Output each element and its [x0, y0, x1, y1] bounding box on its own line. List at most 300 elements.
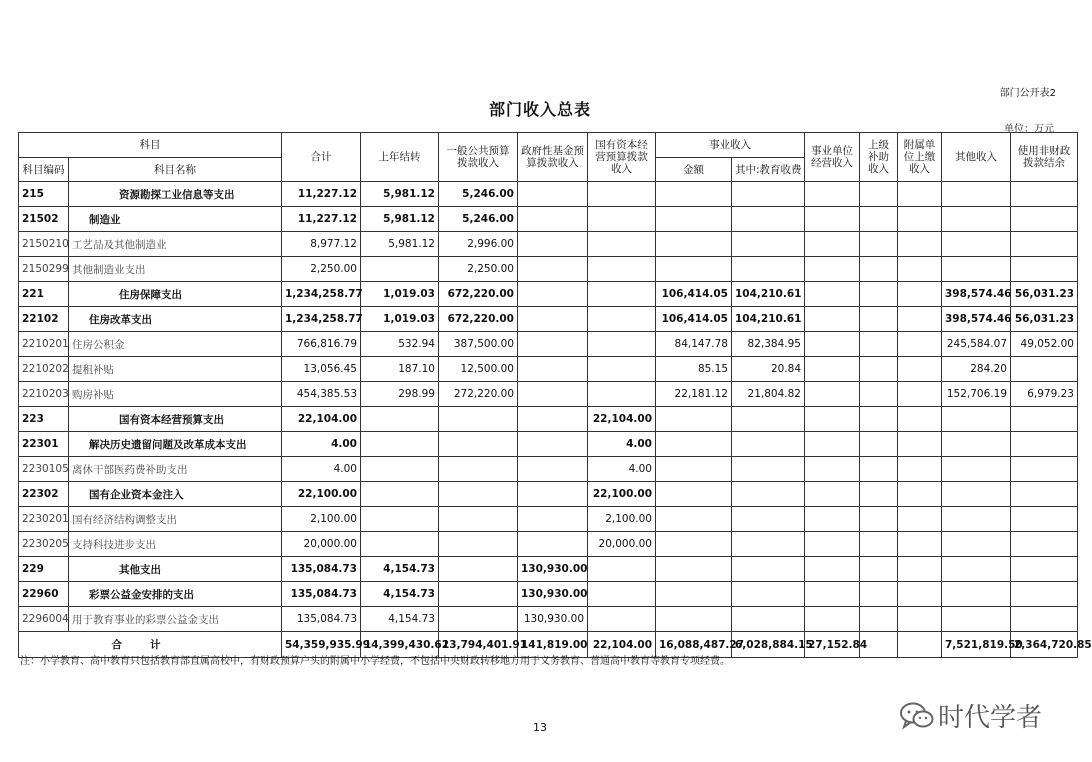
table-body — [19, 182, 1078, 632]
value-cell — [942, 432, 1011, 457]
value-cell — [518, 382, 588, 407]
value-cell — [732, 182, 805, 207]
value-cell — [518, 407, 588, 432]
value-cell — [588, 232, 656, 257]
value-cell — [805, 532, 860, 557]
subject-code-cell: 2210203 — [19, 382, 69, 407]
value-cell — [439, 607, 518, 632]
value-cell: 398,574.46 — [942, 282, 1011, 307]
value-cell — [518, 282, 588, 307]
value-cell — [805, 607, 860, 632]
value-cell — [860, 607, 898, 632]
page-title: 部门收入总表 — [488, 100, 591, 119]
value-cell — [805, 357, 860, 382]
subject-name-cell: 住房公积金 — [69, 332, 282, 357]
subject-code-cell: 22102 — [19, 307, 69, 332]
table-row — [19, 332, 1078, 357]
value-cell — [898, 507, 942, 532]
value-cell — [942, 457, 1011, 482]
value-cell — [860, 182, 898, 207]
value-cell — [860, 282, 898, 307]
value-cell — [805, 282, 860, 307]
value-cell: 5,981.12 — [361, 207, 439, 232]
value-cell — [518, 307, 588, 332]
value-cell — [898, 457, 942, 482]
subject-code-cell: 2210202 — [19, 357, 69, 382]
value-cell — [898, 532, 942, 557]
value-cell — [518, 432, 588, 457]
value-cell: 187.10 — [361, 357, 439, 382]
value-cell — [1011, 182, 1078, 207]
value-cell: 13,056.45 — [282, 357, 361, 382]
value-cell — [1011, 582, 1078, 607]
value-cell — [898, 482, 942, 507]
table-row — [19, 307, 1078, 332]
value-cell: 21,804.82 — [732, 382, 805, 407]
value-cell: 4,154.73 — [361, 557, 439, 582]
header-business-income: 事业收入 — [656, 133, 805, 158]
subject-name-cell: 其他制造业支出 — [69, 257, 282, 282]
value-cell: 56,031.23 — [1011, 307, 1078, 332]
value-cell — [942, 232, 1011, 257]
subject-name-cell: 工艺品及其他制造业 — [69, 232, 282, 257]
value-cell — [860, 207, 898, 232]
value-cell — [732, 257, 805, 282]
header-non-fiscal-balance: 使用非财政拨款结余 — [1011, 133, 1078, 182]
unit-label: 单位：万元 — [1004, 124, 1054, 135]
value-cell — [439, 482, 518, 507]
subject-code-cell: 223 — [19, 407, 69, 432]
value-cell: 22,100.00 — [282, 482, 361, 507]
value-cell: 106,414.05 — [656, 307, 732, 332]
total-label: 合计 — [19, 632, 282, 658]
value-cell — [860, 357, 898, 382]
header-other-income: 其他收入 — [942, 133, 1011, 182]
total-cell: 141,819.00 — [518, 632, 588, 658]
value-cell — [1011, 232, 1078, 257]
value-cell: 5,246.00 — [439, 182, 518, 207]
header-subject: 科目 — [19, 133, 282, 158]
value-cell — [898, 582, 942, 607]
subject-name-cell: 其他支出 — [69, 557, 282, 582]
value-cell: 106,414.05 — [656, 282, 732, 307]
value-cell — [942, 482, 1011, 507]
value-cell — [656, 557, 732, 582]
value-cell — [439, 407, 518, 432]
value-cell: 8,977.12 — [282, 232, 361, 257]
total-cell: 6,028,884.15 — [732, 632, 805, 658]
value-cell — [805, 407, 860, 432]
table-row — [19, 182, 1078, 207]
value-cell — [732, 407, 805, 432]
header-general-budget: 一般公共预算拨款收入 — [439, 133, 518, 182]
subject-name-cell: 提租补贴 — [69, 357, 282, 382]
value-cell — [898, 357, 942, 382]
value-cell — [860, 382, 898, 407]
value-cell — [361, 257, 439, 282]
value-cell — [1011, 432, 1078, 457]
header-soe-budget: 国有资本经营预算拨款收入 — [588, 133, 656, 182]
value-cell — [656, 582, 732, 607]
subject-name-cell: 国有经济结构调整支出 — [69, 507, 282, 532]
value-cell: 4.00 — [588, 432, 656, 457]
value-cell — [898, 432, 942, 457]
value-cell — [860, 482, 898, 507]
value-cell — [361, 457, 439, 482]
subject-name-cell: 住房改革支出 — [69, 307, 282, 332]
value-cell — [588, 582, 656, 607]
value-cell — [732, 432, 805, 457]
total-cell: 54,359,935.99 — [282, 632, 361, 658]
value-cell: 4.00 — [588, 457, 656, 482]
total-cell: 16,088,487.27 — [656, 632, 732, 658]
value-cell — [588, 207, 656, 232]
value-cell — [1011, 207, 1078, 232]
value-cell — [942, 532, 1011, 557]
value-cell: 82,384.95 — [732, 332, 805, 357]
subject-code-cell: 2150299 — [19, 257, 69, 282]
value-cell — [1011, 407, 1078, 432]
header-business-op: 事业单位经营收入 — [805, 133, 860, 182]
value-cell — [898, 607, 942, 632]
value-cell — [1011, 507, 1078, 532]
value-cell — [805, 507, 860, 532]
value-cell — [860, 432, 898, 457]
value-cell — [898, 557, 942, 582]
value-cell: 2,250.00 — [282, 257, 361, 282]
subject-code-cell: 2230205 — [19, 532, 69, 557]
value-cell — [942, 607, 1011, 632]
value-cell: 130,930.00 — [518, 557, 588, 582]
value-cell — [1011, 457, 1078, 482]
subject-name-cell: 资源勘探工业信息等支出 — [69, 182, 282, 207]
header-amount: 金额 — [656, 158, 732, 182]
value-cell: 130,930.00 — [518, 607, 588, 632]
subject-name-cell: 支持科技进步支出 — [69, 532, 282, 557]
table-row — [19, 407, 1078, 432]
income-summary-table — [18, 132, 1092, 658]
value-cell — [732, 557, 805, 582]
value-cell: 766,816.79 — [282, 332, 361, 357]
value-cell — [898, 182, 942, 207]
watermark — [900, 697, 1042, 734]
value-cell — [942, 507, 1011, 532]
value-cell — [942, 182, 1011, 207]
value-cell: 2,996.00 — [439, 232, 518, 257]
value-cell: 135,084.73 — [282, 557, 361, 582]
value-cell — [732, 207, 805, 232]
watermark-text: 时代学者 — [938, 703, 1043, 733]
subject-code-cell: 229 — [19, 557, 69, 582]
table-row — [19, 532, 1078, 557]
value-cell — [518, 457, 588, 482]
subject-name-cell: 解决历史遗留问题及改革成本支出 — [69, 432, 282, 457]
value-cell — [518, 257, 588, 282]
value-cell: 135,084.73 — [282, 582, 361, 607]
value-cell — [361, 507, 439, 532]
total-cell — [898, 632, 942, 658]
value-cell — [518, 357, 588, 382]
value-cell — [805, 232, 860, 257]
value-cell — [898, 307, 942, 332]
value-cell: 398,574.46 — [942, 307, 1011, 332]
subject-name-cell: 国有企业资本金注入 — [69, 482, 282, 507]
header-subject-name: 科目名称 — [69, 158, 282, 182]
value-cell: 245,584.07 — [942, 332, 1011, 357]
value-cell — [805, 482, 860, 507]
value-cell — [518, 332, 588, 357]
value-cell — [860, 457, 898, 482]
value-cell — [860, 532, 898, 557]
value-cell: 672,220.00 — [439, 282, 518, 307]
header-total: 合计 — [282, 133, 361, 182]
value-cell: 20,000.00 — [282, 532, 361, 557]
value-cell — [898, 332, 942, 357]
value-cell: 152,706.19 — [942, 382, 1011, 407]
header-subject-code: 科目编码 — [19, 158, 69, 182]
value-cell — [1011, 532, 1078, 557]
value-cell: 6,979.23 — [1011, 382, 1078, 407]
subject-name-cell: 离休干部医药费补助支出 — [69, 457, 282, 482]
subject-code-cell: 221 — [19, 282, 69, 307]
value-cell — [518, 232, 588, 257]
value-cell — [805, 382, 860, 407]
subject-name-cell: 购房补贴 — [69, 382, 282, 407]
value-cell — [860, 507, 898, 532]
total-cell: 22,104.00 — [588, 632, 656, 658]
table-row — [19, 607, 1078, 632]
table-row — [19, 282, 1078, 307]
value-cell — [1011, 357, 1078, 382]
header-subordinate-pay: 附属单位上缴收入 — [898, 133, 942, 182]
value-cell — [805, 332, 860, 357]
value-cell — [361, 532, 439, 557]
value-cell — [656, 507, 732, 532]
value-cell — [656, 182, 732, 207]
value-cell: 135,084.73 — [282, 607, 361, 632]
value-cell — [898, 282, 942, 307]
value-cell — [805, 457, 860, 482]
table-row — [19, 232, 1078, 257]
value-cell — [942, 582, 1011, 607]
value-cell: 84,147.78 — [656, 332, 732, 357]
value-cell — [805, 207, 860, 232]
value-cell — [656, 407, 732, 432]
value-cell — [732, 482, 805, 507]
table-row — [19, 382, 1078, 407]
value-cell — [518, 207, 588, 232]
subject-code-cell: 22301 — [19, 432, 69, 457]
value-cell — [656, 607, 732, 632]
value-cell — [898, 257, 942, 282]
value-cell — [805, 182, 860, 207]
value-cell — [656, 232, 732, 257]
value-cell: 454,385.53 — [282, 382, 361, 407]
value-cell: 22,100.00 — [588, 482, 656, 507]
value-cell — [732, 582, 805, 607]
wechat-icon — [900, 702, 934, 730]
value-cell: 2,100.00 — [282, 507, 361, 532]
value-cell — [732, 232, 805, 257]
value-cell: 5,981.12 — [361, 232, 439, 257]
value-cell — [518, 482, 588, 507]
total-cell: 14,399,430.62 — [361, 632, 439, 658]
value-cell: 2,100.00 — [588, 507, 656, 532]
value-cell: 4,154.73 — [361, 607, 439, 632]
subject-name-cell: 制造业 — [69, 207, 282, 232]
value-cell — [898, 207, 942, 232]
subject-code-cell: 2230201 — [19, 507, 69, 532]
value-cell: 4.00 — [282, 457, 361, 482]
header-education-fee: 其中:教育收费 — [732, 158, 805, 182]
value-cell — [732, 457, 805, 482]
subject-code-cell: 2150210 — [19, 232, 69, 257]
value-cell: 284.20 — [942, 357, 1011, 382]
value-cell — [860, 257, 898, 282]
value-cell: 130,930.00 — [518, 582, 588, 607]
subject-name-cell: 用于教育事业的彩票公益金支出 — [69, 607, 282, 632]
value-cell: 1,234,258.77 — [282, 282, 361, 307]
value-cell: 22,181.12 — [656, 382, 732, 407]
value-cell — [588, 607, 656, 632]
value-cell — [518, 532, 588, 557]
subject-code-cell: 2230105 — [19, 457, 69, 482]
value-cell — [942, 407, 1011, 432]
value-cell: 104,210.61 — [732, 307, 805, 332]
value-cell — [860, 332, 898, 357]
value-cell — [860, 307, 898, 332]
subject-name-cell: 彩票公益金安排的支出 — [69, 582, 282, 607]
value-cell — [860, 232, 898, 257]
value-cell — [860, 557, 898, 582]
subject-code-cell: 22302 — [19, 482, 69, 507]
value-cell — [942, 557, 1011, 582]
header-gov-fund: 政府性基金预算拨款收入 — [518, 133, 588, 182]
value-cell: 1,234,258.77 — [282, 307, 361, 332]
table-row — [19, 357, 1078, 382]
value-cell — [656, 257, 732, 282]
value-cell — [439, 432, 518, 457]
table-row — [19, 582, 1078, 607]
value-cell: 672,220.00 — [439, 307, 518, 332]
value-cell: 85.15 — [656, 357, 732, 382]
value-cell — [588, 557, 656, 582]
value-cell — [588, 332, 656, 357]
value-cell — [942, 207, 1011, 232]
value-cell: 49,052.00 — [1011, 332, 1078, 357]
value-cell — [656, 457, 732, 482]
value-cell — [439, 557, 518, 582]
value-cell — [588, 382, 656, 407]
value-cell — [439, 532, 518, 557]
value-cell — [805, 582, 860, 607]
value-cell — [439, 457, 518, 482]
value-cell — [805, 557, 860, 582]
value-cell — [656, 482, 732, 507]
value-cell: 56,031.23 — [1011, 282, 1078, 307]
table-row — [19, 482, 1078, 507]
value-cell — [588, 182, 656, 207]
total-cell: 13,794,401.91 — [439, 632, 518, 658]
value-cell: 11,227.12 — [282, 207, 361, 232]
value-cell — [732, 507, 805, 532]
value-cell — [942, 257, 1011, 282]
value-cell: 104,210.61 — [732, 282, 805, 307]
table-row — [19, 457, 1078, 482]
value-cell — [860, 582, 898, 607]
value-cell: 12,500.00 — [439, 357, 518, 382]
value-cell — [439, 507, 518, 532]
value-cell — [588, 307, 656, 332]
value-cell: 272,220.00 — [439, 382, 518, 407]
subject-code-cell: 22960 — [19, 582, 69, 607]
table-row — [19, 557, 1078, 582]
value-cell — [805, 432, 860, 457]
value-cell — [1011, 482, 1078, 507]
table-number-label: 部门公开表2 — [999, 88, 1056, 99]
value-cell: 298.99 — [361, 382, 439, 407]
value-cell: 1,019.03 — [361, 282, 439, 307]
value-cell: 1,019.03 — [361, 307, 439, 332]
value-cell: 22,104.00 — [588, 407, 656, 432]
subject-name-cell: 住房保障支出 — [69, 282, 282, 307]
value-cell — [518, 507, 588, 532]
value-cell — [898, 407, 942, 432]
value-cell: 387,500.00 — [439, 332, 518, 357]
value-cell — [439, 582, 518, 607]
table-row — [19, 507, 1078, 532]
value-cell: 2,250.00 — [439, 257, 518, 282]
footnote: 注：小学教育、高中教育只包括教育部直属高校中，有财政预算户头的附属中小学经费，不包括中央财政转移地方用于义务教育、普通高中教育等教育专项经费。 — [20, 656, 730, 667]
total-cell: 27,152.84 — [805, 632, 860, 658]
value-cell — [361, 432, 439, 457]
value-cell — [898, 382, 942, 407]
table-row — [19, 207, 1078, 232]
value-cell — [1011, 607, 1078, 632]
value-cell — [361, 482, 439, 507]
value-cell: 4.00 — [282, 432, 361, 457]
value-cell: 5,246.00 — [439, 207, 518, 232]
subject-code-cell: 2296004 — [19, 607, 69, 632]
value-cell — [588, 257, 656, 282]
value-cell — [898, 232, 942, 257]
value-cell: 532.94 — [361, 332, 439, 357]
table-row — [19, 432, 1078, 457]
value-cell — [656, 432, 732, 457]
subject-code-cell: 21502 — [19, 207, 69, 232]
value-cell — [656, 207, 732, 232]
subject-code-cell: 215 — [19, 182, 69, 207]
value-cell: 22,104.00 — [282, 407, 361, 432]
header-carryover: 上年结转 — [361, 133, 439, 182]
value-cell — [588, 282, 656, 307]
value-cell — [518, 182, 588, 207]
value-cell: 11,227.12 — [282, 182, 361, 207]
value-cell — [361, 407, 439, 432]
header-superior-subsidy: 上级补助收入 — [860, 133, 898, 182]
value-cell — [588, 357, 656, 382]
value-cell: 20.84 — [732, 357, 805, 382]
value-cell — [805, 257, 860, 282]
value-cell — [805, 307, 860, 332]
total-cell: 7,521,819.50 — [942, 632, 1011, 658]
subject-name-cell: 国有资本经营预算支出 — [69, 407, 282, 432]
page-number: 13 — [533, 721, 547, 734]
value-cell: 20,000.00 — [588, 532, 656, 557]
value-cell — [732, 532, 805, 557]
value-cell — [1011, 557, 1078, 582]
value-cell — [732, 607, 805, 632]
